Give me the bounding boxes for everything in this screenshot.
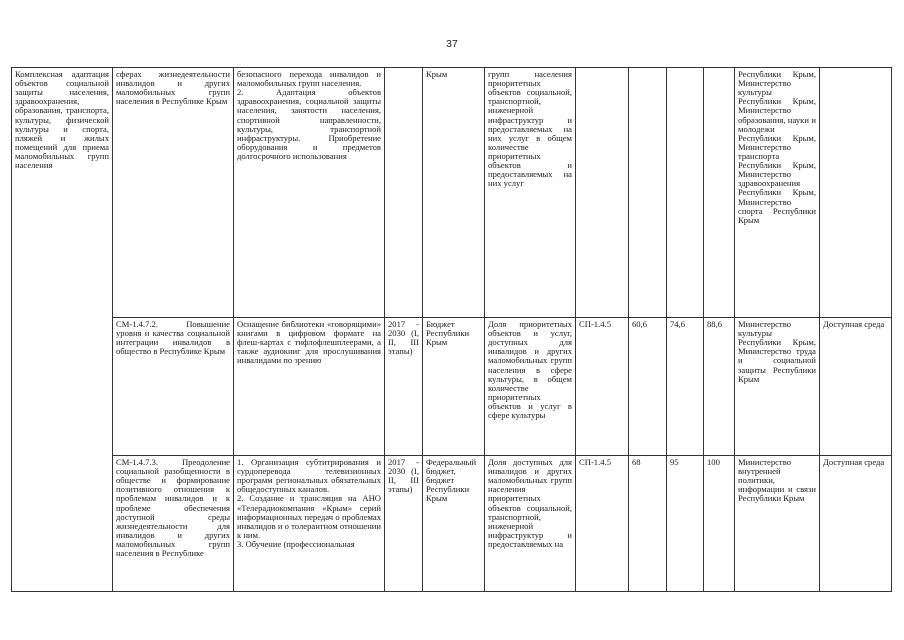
period-cell	[385, 456, 423, 592]
code-text: СП-1.4.5	[579, 457, 611, 467]
program-text: Доступная среда	[823, 319, 885, 329]
code-cell	[576, 456, 629, 592]
period-cell	[385, 68, 423, 318]
value-cell-2	[667, 456, 704, 592]
source-cell	[423, 456, 485, 592]
value-text: 95	[670, 457, 679, 467]
value-cell-1	[629, 68, 667, 318]
program-cell	[820, 456, 892, 592]
period-cell	[385, 318, 423, 456]
code-text: СП-1.4.5	[579, 319, 611, 329]
content-cell	[234, 318, 385, 456]
executor-text: Министерство культуры Республики Крым, Министерство труда и социальной защиты Республики Крым	[738, 319, 816, 384]
value-text: 68	[632, 457, 641, 467]
value-text: 88,6	[707, 319, 723, 329]
program-measures-table	[11, 67, 892, 592]
value-text: 100	[707, 457, 720, 467]
executor-text: Республики Крым, Министерство культуры Республики Крым, Министерство образования, науки и молодежи Республики Крым, Министерство транспорта Республики Крым, Министерство здравоохранения Республики Крым, Министерство спорта Республики Крым	[738, 69, 816, 225]
source-cell	[423, 318, 485, 456]
value-cell-2	[667, 318, 704, 456]
page-number: 37	[446, 38, 458, 50]
content-text: безопасного перехода инвалидов и маломобильных групп населения. 2. Адаптация объектов здравоохранения, социальной защиты населения, занятости населения, спортивной направленности, культуры, транспортной инфраструктуры. Приобретение оборудования и предметов долгосрочного использования	[237, 69, 381, 161]
content-cell	[234, 456, 385, 592]
executor-cell	[735, 318, 820, 456]
task-text: Комплексная адаптация объектов социальной защиты населения, здравоохранения, образования, транспорта, культуры, физической культуры и спорта, пляжей и жилых помещений для приема маломобильных групп населения	[15, 69, 109, 171]
period-text: 2017 - 2030 (I, II, III этапы)	[388, 457, 419, 495]
executor-cell	[735, 68, 820, 318]
task-cell	[12, 68, 113, 592]
executor-cell	[735, 456, 820, 592]
measure-text: СМ-1.4.7.2. Повышение уровня и качества социальной интеграции инвалидов в общество в Республике Крым	[116, 319, 230, 357]
content-cell	[234, 68, 385, 318]
program-cell	[820, 318, 892, 456]
value-text: 74,6	[670, 319, 686, 329]
value-cell-3	[704, 456, 735, 592]
value-text: 60,6	[632, 319, 648, 329]
program-cell	[820, 68, 892, 318]
table-row	[12, 318, 892, 456]
measure-cell	[113, 68, 234, 318]
value-cell-3	[704, 68, 735, 318]
content-text: 1. Организация субтитрирования и сурдоперевода телевизионных программ региональных обязательных общедоступных каналов. 2. Создание и трансляция на АНО «Телерадиокомпания «Крым» серий информационных передач о проблемах инвалидов и о толерантном отношении к ним. 3. Обучение (профессиональная	[237, 457, 381, 549]
code-cell	[576, 318, 629, 456]
measure-cell	[113, 456, 234, 592]
table-row	[12, 68, 892, 318]
source-text: Бюджет Республики Крым	[426, 319, 470, 348]
source-text: Федеральный бюджет, бюджет Республики Крым	[426, 457, 477, 504]
measure-text: СМ-1.4.7.3. Преодоление социальной разобщенности в обществе и формирование позитивного отношения к проблемам инвалидов и к проблеме обеспечения доступной среды жизнедеятельности для инвалидов и других маломобильных групп населения в Республике	[116, 457, 230, 559]
value-cell-1	[629, 456, 667, 592]
indicator-text: Доля доступных для инвалидов и других маломобильных групп населения приоритетных объектов социальной, транспортной, инженерной инфраструктур и предоставляемых на	[488, 457, 572, 549]
source-text: Крым	[426, 69, 448, 79]
period-text: 2017 - 2030 (I, II, III этапы)	[388, 319, 419, 357]
code-cell	[576, 68, 629, 318]
indicator-text: групп населения приоритетных объектов социальной, транспортной, инженерной инфраструктур и предоставляемых на них услуг в общем количестве приоритетных объектов и предоставляемых на них услуг	[488, 69, 572, 189]
program-text: Доступная среда	[823, 457, 885, 467]
value-cell-2	[667, 68, 704, 318]
table-row	[12, 456, 892, 592]
source-cell	[423, 68, 485, 318]
value-cell-1	[629, 318, 667, 456]
indicator-cell	[485, 318, 576, 456]
indicator-cell	[485, 68, 576, 318]
measure-cell	[113, 318, 234, 456]
value-cell-3	[704, 318, 735, 456]
content-text: Оснащение библиотеки «говорящими» книгами в цифровом формате на флеш-картах с тифлофлешплеерами, а также аудиокниг для прослушивания инвалидами по зрению	[237, 319, 381, 366]
measure-text: сферах жизнедеятельности инвалидов и других маломобильных групп населения в Республике Крым	[116, 69, 230, 107]
indicator-text: Доля приоритетных объектов и услуг, доступных для инвалидов и других маломобильных групп населения в сфере культуры, в общем количестве приоритетных объектов и услуг в сфере культуры	[488, 319, 572, 421]
indicator-cell	[485, 456, 576, 592]
executor-text: Министерство внутренней политики, информации и связи Республики Крым	[738, 457, 816, 504]
